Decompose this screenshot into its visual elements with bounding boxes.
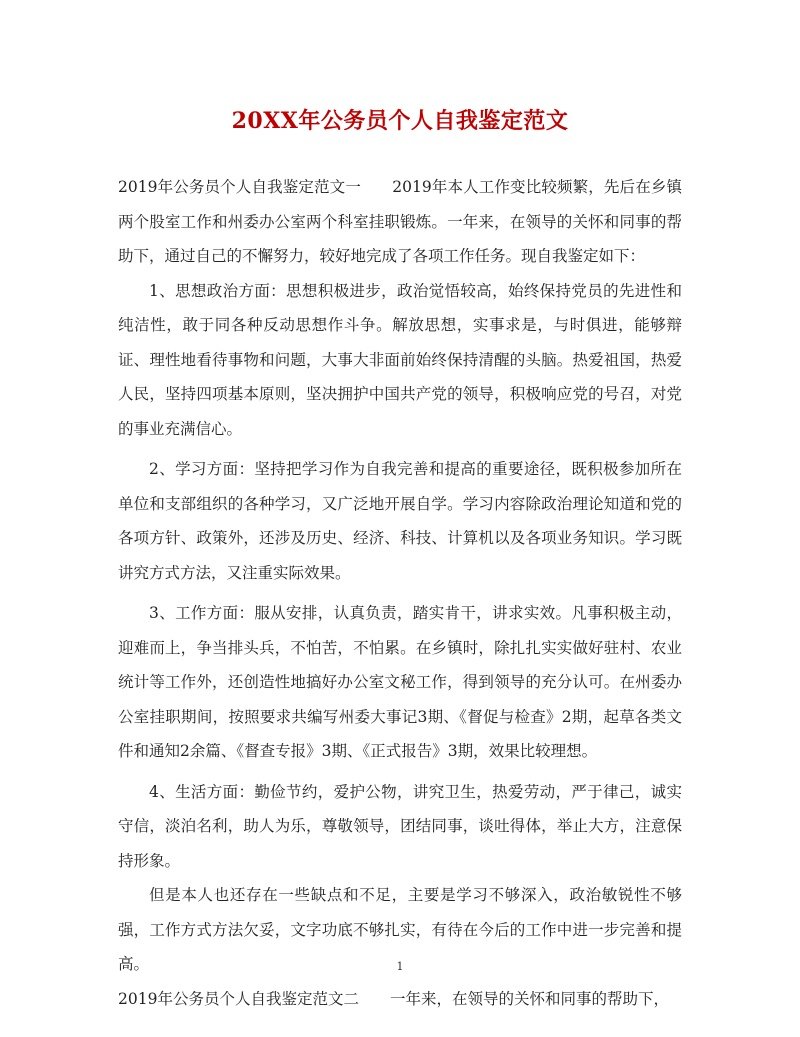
page-number: 1: [396, 960, 404, 973]
paragraph-intro: 2019年公务员个人自我鉴定范文一 2019年本人工作变比较频繁，先后在乡镇两个股室工作和州委办公室两个科室挂职锻炼。一年来，在领导的关怀和同事的帮助下，通过自己的不懈努力，较好地完成了各项工作任务。现自我鉴定如下：: [118, 178, 682, 265]
document-title: 20XX年公务员个人自我鉴定范文: [231, 108, 569, 134]
paragraph-life: 4、生活方面：勤俭节约，爱护公物，讲究卫生，热爱劳动，严于律己，诚实守信，淡泊名利，助人为乐，尊敬领导，团结同事，谈吐得体，举止大方，注意保持形象。: [118, 782, 682, 870]
paragraph-work: 3、工作方面：服从安排，认真负责，踏实肯干，讲求实效。凡事积极主动，迎难而上，争当排头兵，不怕苦，不怕累。在乡镇时，除扎扎实实做好驻村、农业统计等工作外，还创造性地搞好办公室文秘工作，得到领导的充分认可。在州委办公室挂职期间，按照要求共编写州委大事记3期、《督促与检查》2期，起草各类文件和通知2余篇、《督查专报》3期、《正式报告》3期，效果比较理想。: [118, 604, 682, 760]
paragraph-shortcomings: 但是本人也还存在一些缺点和不足，主要是学习不够深入，政治敏锐性不够强，工作方式方法欠妥，文字功底不够扎实，有待在今后的工作中进一步完善和提高。: [118, 886, 682, 973]
paragraph-second-sample: 2019年公务员个人自我鉴定范文二 一年来，在领导的关怀和同事的帮助下，: [118, 989, 669, 1008]
paragraph-political: 1、思想政治方面：思想积极进步，政治觉悟较高，始终保持党员的先进性和纯洁性，敢于同各种反动思想作斗争。解放思想，实事求是，与时俱进，能够辩证、理性地看待事物和问题，大事大非面前始终保持清醒的头脑。热爱祖国，热爱人民，坚持四项基本原则，坚决拥护中国共产党的领导，积极响应党的号召，对党的事业充满信心。: [118, 281, 682, 438]
document-body: [118, 170, 682, 1016]
paragraph-study: 2、学习方面：坚持把学习作为自我完善和提高的重要途径，既积极参加所在单位和支部组织的各种学习，又广泛地开展自学。学习内容除政治理论知道和党的各项方针、政策外，还涉及历史、经济、科技、计算机以及各项业务知识。学习既讲究方式方法，又注重实际效果。: [118, 460, 682, 582]
